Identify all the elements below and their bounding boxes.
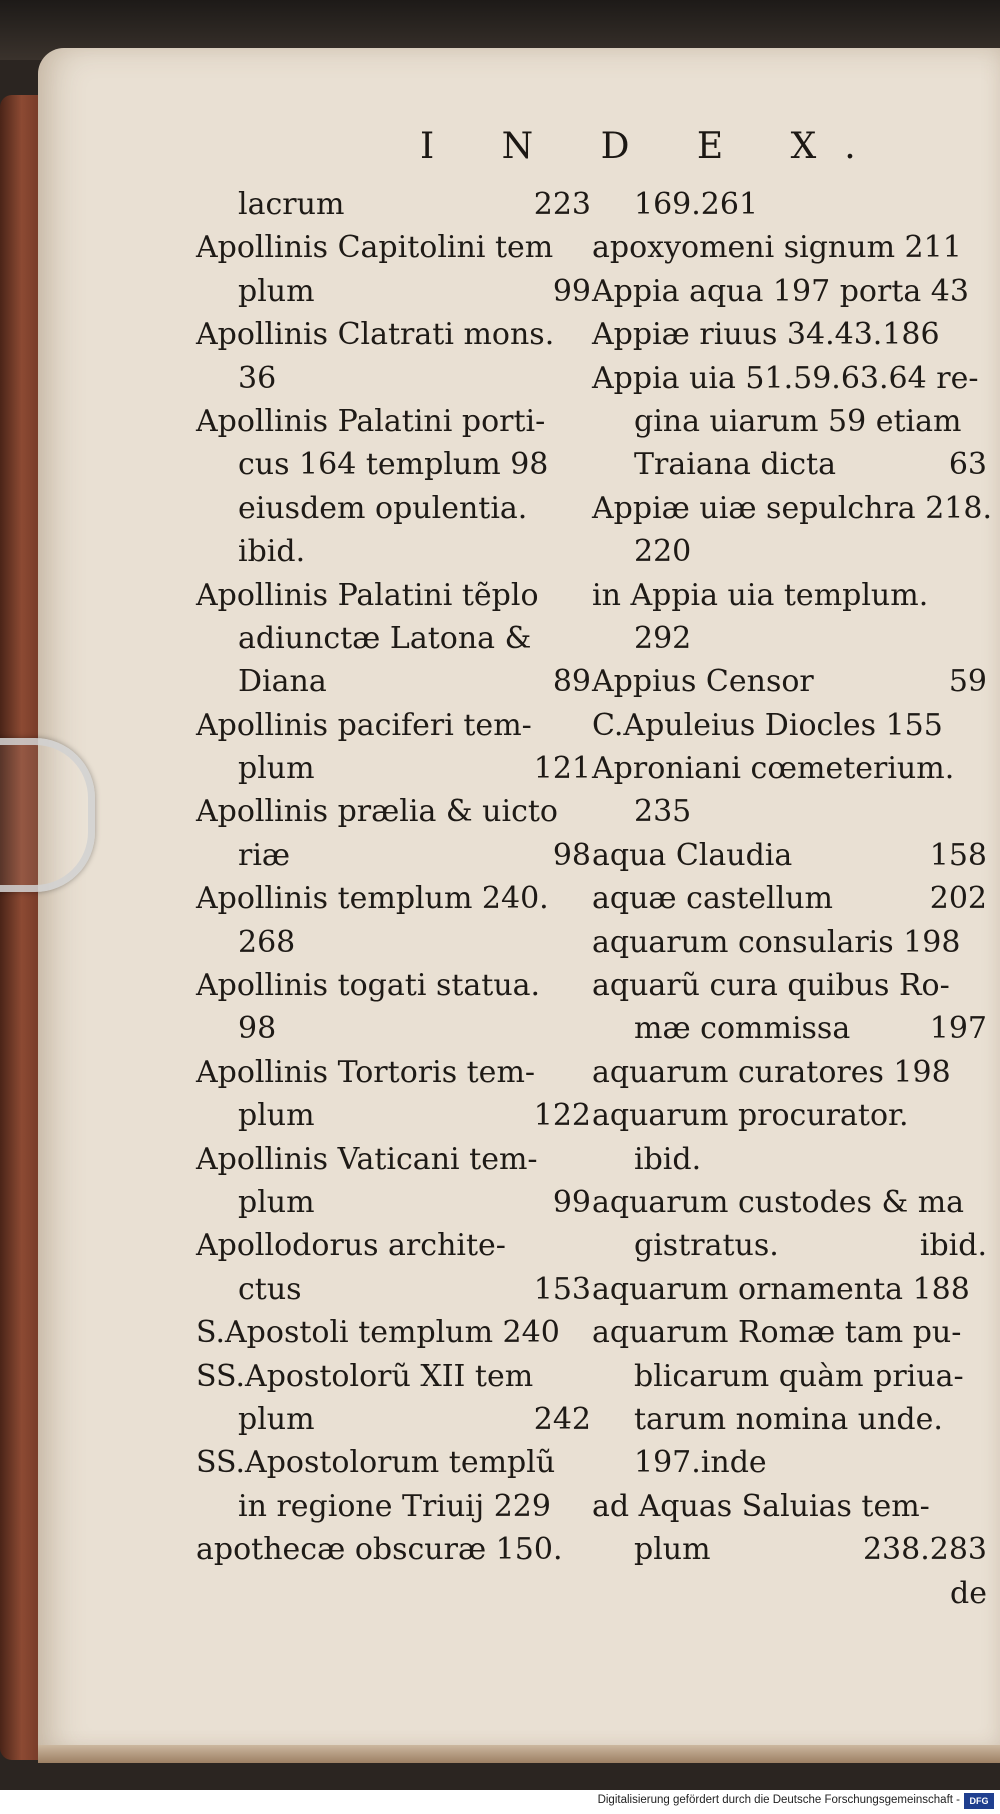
- index-entry: [592, 1485, 987, 1528]
- index-entry: [592, 400, 987, 443]
- index-entry-text: gistratus.: [634, 1228, 779, 1264]
- index-entry-text: eiusdem opulentia.: [238, 490, 528, 526]
- index-entry: [196, 574, 591, 617]
- index-entry: [592, 1311, 987, 1354]
- index-entry: [592, 1355, 987, 1398]
- index-entry-text: Apollinis prælia & uicto: [196, 794, 558, 830]
- index-entry: [196, 226, 591, 269]
- index-entry: [592, 487, 993, 530]
- index-entry-text: plum: [238, 1401, 315, 1437]
- index-entry-page: 153: [533, 1271, 591, 1307]
- index-entry-text: 36: [238, 360, 277, 396]
- index-entry-page: 59: [948, 664, 987, 700]
- index-entry-text: cus 164 templum 98: [238, 447, 549, 483]
- index-entry: [196, 1051, 591, 1094]
- index-entry: [592, 704, 987, 747]
- index-entry: [196, 1138, 591, 1181]
- index-entry-text: Appiæ riuus 34.43.186: [592, 317, 940, 353]
- index-entry: [196, 834, 591, 877]
- index-entry: [592, 834, 987, 877]
- index-entry: [196, 1528, 591, 1571]
- index-entry: [196, 357, 591, 400]
- index-entry-text: Traiana dicta: [634, 447, 837, 483]
- index-entry-text: SS.Apostolorũ XII tem: [196, 1358, 534, 1394]
- index-entry-text: aquarum procurator.: [592, 1098, 909, 1134]
- index-entry-text: apothecæ obscuræ 150.: [196, 1532, 563, 1568]
- index-entry-page: 121: [533, 751, 591, 787]
- index-entry-text: Appia aqua 197 porta 43: [592, 273, 969, 309]
- index-entry: [196, 1485, 591, 1528]
- index-entry: [592, 574, 987, 617]
- index-entry: [592, 660, 987, 703]
- index-entry: [592, 1268, 987, 1311]
- index-column-right: [592, 183, 993, 1615]
- index-entry-page: 242: [533, 1401, 591, 1437]
- index-entry-text: Diana: [238, 664, 327, 700]
- index-entry-text: Apollinis Tortoris tem-: [196, 1054, 536, 1090]
- index-entry: [196, 790, 591, 833]
- index-entry-page: 99: [552, 1184, 591, 1220]
- index-entry-page: 158: [929, 837, 987, 873]
- index-entry: [592, 790, 987, 833]
- index-entry: [196, 183, 591, 226]
- index-entry-text: apoxyomeni signum 211: [592, 230, 962, 266]
- index-entry: [592, 877, 987, 920]
- index-entry: [196, 704, 591, 747]
- index-entry-page: 238.283: [862, 1532, 987, 1568]
- index-entry-text: plum: [634, 1532, 711, 1568]
- index-column-left: [196, 183, 591, 1572]
- index-entry-text: 268: [238, 924, 296, 960]
- index-entry: [196, 964, 591, 1007]
- index-entry-text: plum: [238, 1098, 315, 1134]
- index-entry-text: ibid.: [238, 534, 306, 570]
- index-entry-text: ad Aquas Saluias tem-: [592, 1488, 930, 1524]
- index-entry-text: ibid.: [634, 1141, 702, 1177]
- index-entry: [196, 270, 591, 313]
- index-entry-text: adiunctæ Latona &: [238, 620, 532, 656]
- index-entry: [592, 1572, 987, 1615]
- index-entry: [196, 313, 591, 356]
- index-entry-text: Apollinis Clatrati mons.: [196, 317, 555, 353]
- index-entry-text: aquarum consularis 198: [592, 924, 961, 960]
- index-entry-text: Apollinis templum 240.: [196, 881, 549, 917]
- page-edge: [38, 1745, 1000, 1763]
- index-entry: [196, 1398, 591, 1441]
- page-header: I N D E X.: [420, 126, 884, 167]
- index-entry: [592, 1094, 987, 1137]
- index-entry: [592, 617, 987, 660]
- index-entry-text: plum: [238, 1184, 315, 1220]
- index-entry: [196, 747, 591, 790]
- index-entry: [592, 530, 987, 573]
- index-entry-text: Apollinis Vaticani tem-: [196, 1141, 538, 1177]
- index-entry: [592, 964, 987, 1007]
- dfg-logo: DFG: [964, 1793, 994, 1809]
- index-entry-text: aquæ castellum: [592, 881, 833, 917]
- index-entry-text: Apollodorus archite-: [196, 1228, 506, 1264]
- index-entry-text: Appius Censor: [592, 664, 814, 700]
- index-entry-page: 98: [552, 837, 591, 873]
- index-entry: [592, 443, 987, 486]
- index-entry: [592, 1441, 987, 1484]
- index-entry-text: Apollinis Capitolini tem: [196, 230, 554, 266]
- index-entry-text: 197.inde: [634, 1445, 767, 1481]
- index-entry-text: tarum nomina unde.: [634, 1401, 943, 1437]
- index-entry-text: blicarum quàm priua-: [634, 1358, 964, 1394]
- index-entry-text: mæ commissa: [634, 1011, 851, 1047]
- index-entry: [592, 1181, 987, 1224]
- index-entry-text: aquarũ cura quibus Ro-: [592, 968, 950, 1004]
- index-entry: [196, 1007, 591, 1050]
- index-entry-page: 122: [533, 1098, 591, 1134]
- index-entry-text: SS.Apostolorum templũ: [196, 1445, 556, 1481]
- index-entry-text: Apollinis Palatini tẽplo: [196, 577, 539, 613]
- index-entry: [196, 443, 591, 486]
- index-entry-page: 197: [929, 1011, 987, 1047]
- index-entry-text: Apollinis paciferi tem-: [196, 707, 532, 743]
- index-entry-text: C.Apuleius Diocles 155: [592, 707, 943, 743]
- index-entry-text: in Appia uia templum.: [592, 577, 929, 613]
- digitization-credit: Digitalisierung gefördert durch die Deutsche Forschungsgemeinschaft -: [597, 1794, 960, 1806]
- index-entry: [196, 1094, 591, 1137]
- index-entry-text: aquarum curatores 198: [592, 1054, 951, 1090]
- index-entry-text: aqua Claudia: [592, 837, 793, 873]
- index-entry-text: Apollinis togati statua.: [196, 968, 541, 1004]
- index-entry: [592, 226, 987, 269]
- index-entry-text: ctus: [238, 1271, 302, 1307]
- index-entry-text: aquarum ornamenta 188: [592, 1271, 970, 1307]
- index-entry: [196, 400, 591, 443]
- index-entry-text: Appiæ uiæ sepulchra 218.: [592, 490, 993, 526]
- index-entry: [592, 1138, 987, 1181]
- index-entry-text: plum: [238, 751, 315, 787]
- index-entry: [196, 1181, 591, 1224]
- index-entry-text: aquarum Romæ tam pu-: [592, 1315, 962, 1351]
- index-entry-text: Apollinis Palatini porti-: [196, 403, 546, 439]
- index-entry-page: ibid.: [919, 1228, 987, 1264]
- index-entry: [592, 357, 987, 400]
- index-entry: [196, 1355, 591, 1398]
- index-entry-text: riæ: [238, 837, 291, 873]
- index-entry: [592, 183, 987, 226]
- index-entry: [592, 1007, 987, 1050]
- index-entry-text: 169.261: [634, 187, 759, 222]
- index-entry-page: 223: [533, 187, 591, 222]
- index-entry-page: de: [950, 1575, 987, 1611]
- index-entry: [196, 877, 591, 920]
- index-entry-text: Aproniani cœmeterium.: [592, 751, 955, 787]
- index-entry-text: 220: [634, 534, 692, 570]
- index-entry: [196, 1311, 591, 1354]
- index-entry-page: 99: [552, 273, 591, 309]
- index-entry-text: 98: [238, 1011, 277, 1047]
- index-entry: [592, 1528, 987, 1571]
- index-entry: [592, 1398, 987, 1441]
- index-entry-text: in regione Triuij 229: [238, 1488, 551, 1524]
- index-entry: [196, 1441, 591, 1484]
- index-entry-page: 63: [948, 447, 987, 483]
- index-entry: [196, 660, 591, 703]
- index-entry: [592, 313, 987, 356]
- index-entry: [196, 1224, 591, 1267]
- index-entry-text: 235: [634, 794, 692, 830]
- index-entry: [196, 617, 591, 660]
- index-entry: [196, 530, 591, 573]
- index-entry-text: S.Apostoli templum 240: [196, 1315, 560, 1351]
- index-entry-page: 89: [552, 664, 591, 700]
- index-entry: [592, 1224, 987, 1267]
- page-clip: [0, 738, 95, 892]
- index-entry: [196, 487, 591, 530]
- index-entry: [592, 747, 987, 790]
- index-entry: [196, 921, 591, 964]
- index-entry-text: lacrum: [238, 187, 345, 222]
- index-entry-text: Appia uia 51.59.63.64 re-: [592, 360, 979, 396]
- index-entry: [196, 1268, 591, 1311]
- index-entry-text: aquarum custodes & ma: [592, 1184, 965, 1220]
- index-entry-text: 292: [634, 620, 692, 656]
- index-entry: [592, 921, 987, 964]
- index-entry: [592, 270, 987, 313]
- index-entry-text: plum: [238, 273, 315, 309]
- index-entry: [592, 1051, 987, 1094]
- index-entry-text: gina uiarum 59 etiam: [634, 403, 962, 439]
- index-entry-page: 202: [929, 881, 987, 917]
